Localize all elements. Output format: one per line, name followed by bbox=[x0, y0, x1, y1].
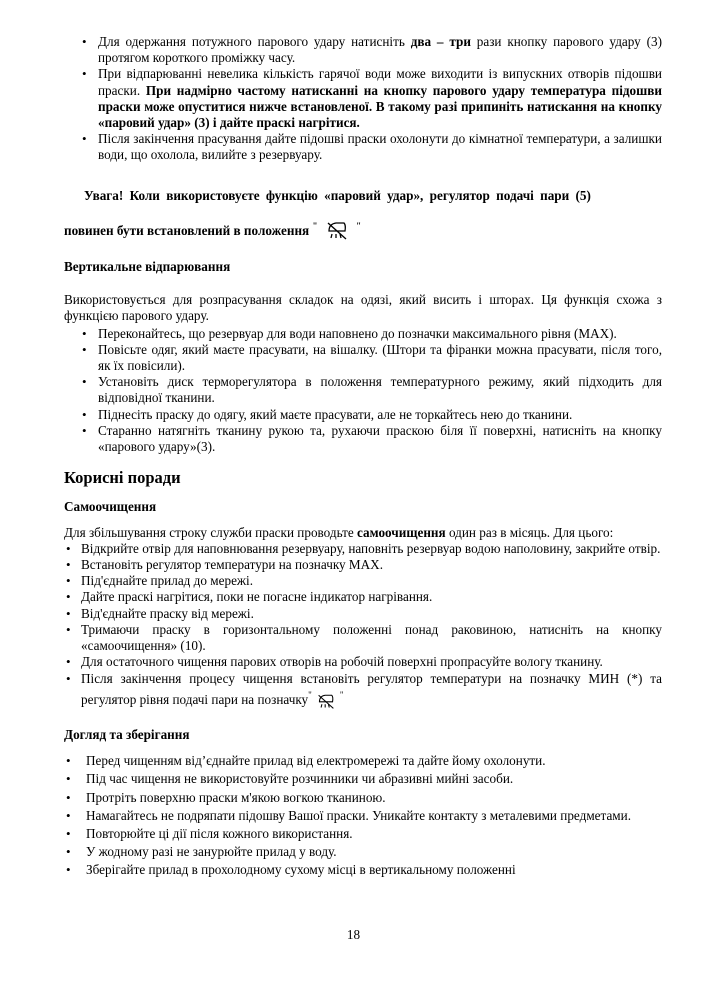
list-item: • Тримаючи праску в горизонтальному положенні понад раковиною, натисніть на кнопку «самоочищення» (10). bbox=[64, 622, 662, 654]
list-item: • Протріть поверхню праски м'якою вогкою тканиною. bbox=[64, 790, 662, 806]
list-item: • Піднесіть праску до одягу, який маєте прасувати, але не торкайтесь нею до тканини. bbox=[64, 407, 662, 423]
list-item: • Установіть диск терморегулятора в положення температурного режиму, який підходить для відповідної тканини. bbox=[64, 374, 662, 406]
warning-line: Увага! Коли використовуєте функцію «паровий удар», регулятор подачі пари (5) bbox=[84, 187, 591, 203]
care-list bbox=[64, 753, 662, 878]
self-clean-list bbox=[64, 541, 662, 714]
manual-page bbox=[64, 34, 662, 881]
self-clean-intro: Для збільшування строку служби праски проводьте самоочищення один раз в місяць. Для цього: bbox=[64, 524, 614, 540]
list-item: • Переконайтесь, що резервуар для води наповнено до позначки максимального рівня (MAX). bbox=[64, 326, 662, 342]
list-item: • Перед чищенням від’єднайте прилад від електромережі та дайте йому охолонути. bbox=[64, 753, 662, 769]
no-steam-icon bbox=[315, 692, 337, 714]
list-item: • Для одержання потужного парового удару натисніть два – три рази кнопку парового удару (3) протягом короткого проміжку часу. bbox=[64, 34, 662, 66]
list-item: • Зберігайте прилад в прохолодному сухому місці в вертикальному положенні bbox=[64, 862, 662, 878]
tips-heading: Корисні поради bbox=[64, 468, 181, 488]
list-item: • При відпарюванні невелика кількість гарячої води може виходити із випускних отворів підошви праски. При надмірно частому натисканні на кнопку парового удару температура підошви праски може опуститися нижче встановленої. В такому разі припиніть натискання на кнопку «паровий удар» (3) і дайте праскі нагрітися. bbox=[64, 66, 662, 131]
no-steam-icon bbox=[324, 219, 350, 245]
list-item: • У жодному разі не занурюйте прилад у воду. bbox=[64, 844, 662, 860]
list-item: • Дайте праскі нагрітися, поки не погасне індикатор нагрівання. bbox=[64, 589, 662, 605]
list-item: • Повісьте одяг, який маєте прасувати, на вішалку. (Штори та фіранки можна прасувати, після того, як їх повісили). bbox=[64, 342, 662, 374]
list-item: • Повторюйте ці дії після кожного використання. bbox=[64, 826, 662, 842]
list-item: • Після закінчення процесу чищення встановіть регулятор температури на позначку МИН (*) та регулятор рівня подачі пари на позначку" " bbox=[64, 671, 662, 714]
list-item: • Старанно натягніть тканину рукою та, рухаючи праскою біля її поверхні, натисніть на кнопку «парового удару»(3). bbox=[64, 423, 662, 455]
list-item: • Від'єднайте праску від мережі. bbox=[64, 606, 662, 622]
steam-shot-list bbox=[64, 34, 662, 164]
list-item: • Під'єднайте прилад до мережі. bbox=[64, 573, 662, 589]
self-clean-heading: Самоочищення bbox=[64, 499, 157, 515]
care-heading: Догляд та зберігання bbox=[64, 726, 190, 742]
vertical-intro: Використовується для розпрасування складок на одязі, який висить і шторах. Ця функція схожа з функцією парового удару. bbox=[64, 292, 662, 324]
list-item: • Відкрийте отвір для наповнювання резервуару, наповніть резервуар водою наполовину, закрийте отвір. bbox=[64, 541, 662, 557]
vertical-list bbox=[64, 326, 662, 456]
warning-line-2: повинен бути встановлений в положення " " bbox=[64, 218, 662, 245]
list-item: • Під час чищення не використовуйте розчинники чи абразивні мийні засоби. bbox=[64, 771, 662, 787]
vertical-steam-heading: Вертикальне відпарювання bbox=[64, 259, 231, 275]
list-item: • Після закінчення прасування дайте підошві праски охолонути до кімнатної температури, а залишки води, що охолола, вилийте з резервуару. bbox=[64, 131, 662, 163]
list-item: • Намагайтесь не подряпати підошву Вашої праски. Уникайте контакту з металевими предметами. bbox=[64, 808, 662, 824]
page-number: 18 bbox=[346, 927, 361, 942]
list-item: • Встановіть регулятор температури на позначку MAX. bbox=[64, 557, 662, 573]
list-item: • Для остаточного чищення парових отворів на робочій поверхні пропрасуйте вологу тканину. bbox=[64, 654, 662, 670]
